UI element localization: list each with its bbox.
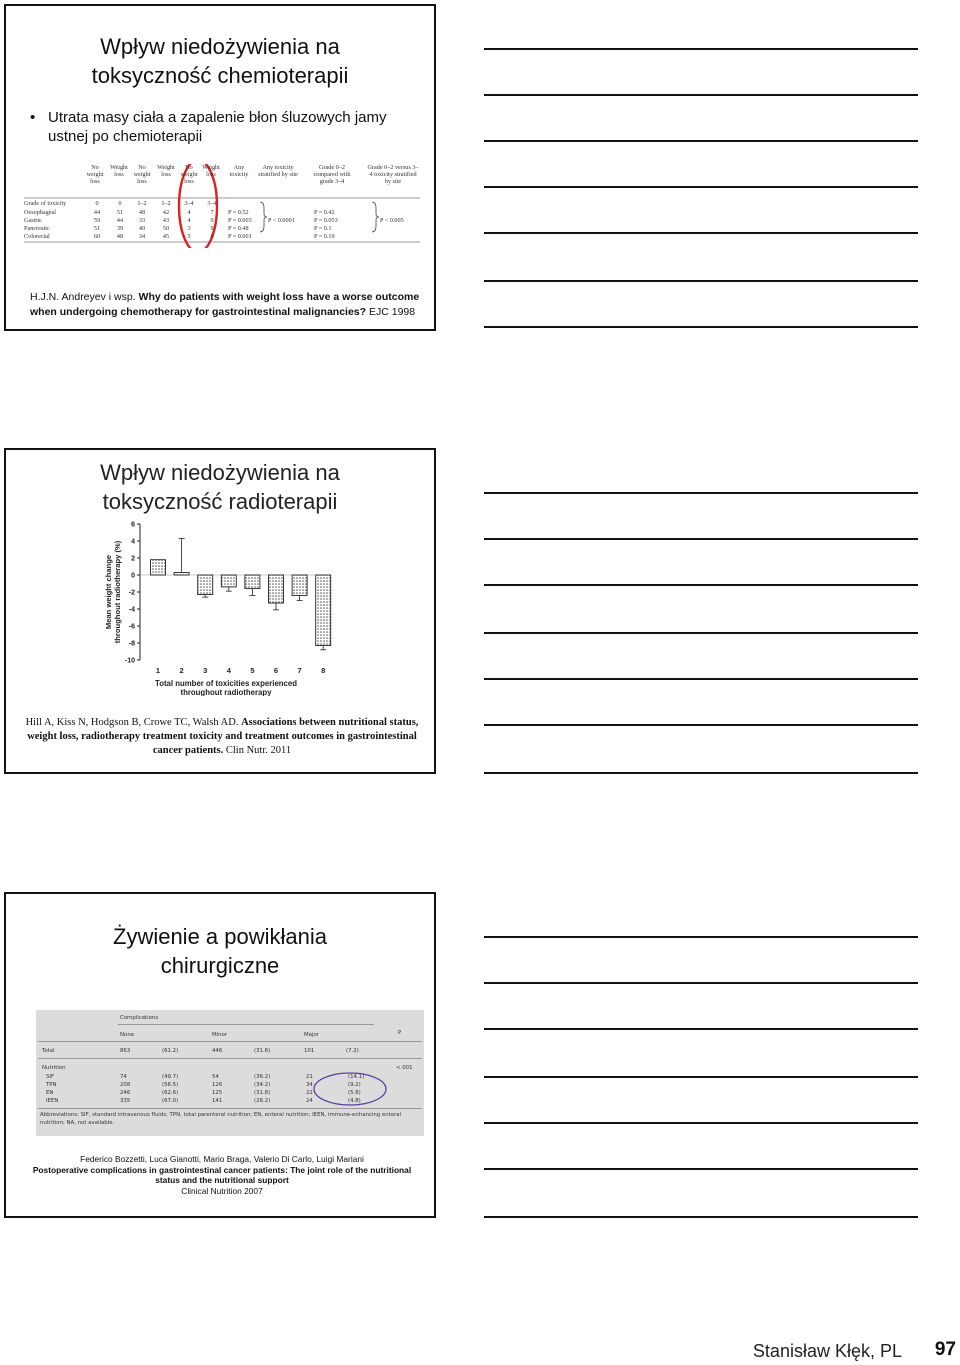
table-cell: 34 bbox=[306, 1082, 313, 1088]
note-line bbox=[484, 140, 918, 142]
table-header: Weight loss bbox=[157, 164, 175, 178]
p-value: P = 0.42 bbox=[314, 209, 335, 216]
note-line bbox=[484, 492, 918, 494]
table-cell: 246 bbox=[120, 1090, 131, 1096]
table-caption: Complications bbox=[120, 1015, 159, 1021]
row-label: EN bbox=[46, 1090, 54, 1096]
table-header: Grade 0–2 versus 3–4 toxicity stratified by site bbox=[367, 164, 419, 185]
table-cell: 21 bbox=[306, 1074, 313, 1080]
citation-authors: H.J.N. Andreyev i wsp. bbox=[30, 291, 139, 303]
table-cell: 3 bbox=[187, 225, 191, 232]
note-line bbox=[484, 1168, 918, 1170]
table-row bbox=[24, 225, 420, 233]
row-label: Colorectal bbox=[24, 233, 50, 240]
row-label: Pancreatic bbox=[24, 225, 50, 232]
p-value: P = 0.003 bbox=[228, 217, 252, 224]
table-cell: 9 bbox=[210, 225, 214, 232]
table-cell: 3–4 bbox=[207, 200, 217, 207]
table-header: No weight loss bbox=[180, 164, 198, 185]
title-line: Żywienie a powikłania bbox=[113, 924, 327, 949]
bar bbox=[198, 575, 213, 595]
table-row bbox=[24, 233, 420, 241]
table-cell: (34.2) bbox=[254, 1082, 271, 1088]
x-tick-label: 2 bbox=[179, 666, 184, 675]
x-tick-label: 8 bbox=[321, 666, 326, 675]
toxicity-table bbox=[24, 164, 420, 248]
table-cell: 42 bbox=[162, 209, 170, 216]
y-tick-label: 0 bbox=[131, 572, 135, 580]
y-tick-label: 2 bbox=[131, 555, 135, 563]
row-label: Grade of toxicity bbox=[24, 200, 67, 207]
table-cell: 50 bbox=[162, 225, 170, 232]
table-header: No weight loss bbox=[86, 164, 104, 185]
bar bbox=[221, 575, 236, 587]
table-row bbox=[24, 209, 420, 217]
note-line bbox=[484, 982, 918, 984]
x-tick-label: 7 bbox=[297, 666, 302, 675]
table-cell: 0 bbox=[118, 200, 122, 207]
table-footnote: nutrition; NA, not available. bbox=[40, 1120, 115, 1126]
table-cell: 101 bbox=[304, 1048, 315, 1054]
table-header: Any toxicity stratified by site bbox=[258, 164, 298, 178]
table-cell: 48 bbox=[138, 209, 146, 216]
table-cell: (28.2) bbox=[254, 1098, 271, 1104]
citation-journal: Clinical Nutrition 2007 bbox=[181, 1185, 263, 1196]
table-cell: (56.5) bbox=[162, 1082, 179, 1088]
highlight-circle bbox=[314, 1073, 386, 1105]
bullet-point bbox=[30, 108, 420, 146]
table-header: Any toxicity bbox=[229, 164, 249, 178]
table-cell: 4 bbox=[187, 217, 191, 224]
p-value: P = 0.48 bbox=[228, 225, 249, 232]
bar bbox=[151, 560, 166, 575]
citation-authors: Federico Bozzetti, Luca Gianotti, Mario Braga, Valerio Di Carlo, Luigi Mariani bbox=[80, 1154, 364, 1164]
x-axis-label: Total number of toxicities experienced bbox=[155, 679, 297, 688]
row-label: Oesophageal bbox=[24, 209, 56, 216]
x-axis-label: throughout radiotherapy bbox=[180, 688, 272, 696]
table-cell: 335 bbox=[120, 1098, 131, 1104]
citation-title: Postoperative complications in gastrointestinal cancer patients: The joint role of the nutritional status and the nutritional support bbox=[32, 1164, 412, 1185]
y-tick-label: -8 bbox=[128, 640, 135, 648]
note-line bbox=[484, 678, 918, 680]
bullet-icon: • bbox=[30, 109, 36, 126]
table-cell: 3–4 bbox=[184, 200, 194, 207]
note-line bbox=[484, 326, 918, 328]
table-header: Weight loss bbox=[110, 164, 128, 178]
citation-title: Associations between nutritional status, weight loss, radiotherapy treatment toxicity and treatment outcomes in gastrointestinal cancer patients. bbox=[27, 717, 419, 756]
p-value: P < 0.005 bbox=[380, 217, 404, 224]
table-cell: 51 bbox=[116, 209, 124, 216]
table-cell: (62.6) bbox=[162, 1090, 179, 1096]
table-header: No weight loss bbox=[133, 164, 151, 185]
bar bbox=[269, 575, 284, 603]
table-cell: 60 bbox=[93, 233, 101, 240]
y-tick-label: -6 bbox=[128, 623, 135, 631]
table-cell: 39 bbox=[116, 225, 124, 232]
note-line bbox=[484, 280, 918, 282]
table-cell: (31.8) bbox=[254, 1090, 271, 1096]
table-cell: 34 bbox=[138, 233, 146, 240]
slide-chemotherapy bbox=[4, 4, 436, 331]
p-value: P = 0.001 bbox=[228, 233, 252, 240]
citation-title: Why do patients with weight loss have a worse outcome when undergoing chemotherapy for gastrointestinal malignancies? bbox=[30, 291, 420, 318]
table-cell: 33 bbox=[138, 217, 146, 224]
title-line: toksyczność chemioterapii bbox=[91, 63, 349, 88]
bar bbox=[174, 572, 189, 575]
note-line bbox=[484, 48, 918, 50]
bar bbox=[245, 575, 260, 589]
table-cell: 0 bbox=[95, 200, 99, 207]
p-value: P = 0.52 bbox=[228, 209, 249, 216]
table-cell: (4.8) bbox=[348, 1098, 361, 1104]
table-cell: (7.2) bbox=[346, 1048, 359, 1054]
bar-chart bbox=[98, 520, 348, 696]
complications-table bbox=[36, 1010, 424, 1136]
citation bbox=[22, 1154, 422, 1196]
table-cell: 74 bbox=[120, 1074, 127, 1080]
citation-journal: EJC 1998 bbox=[366, 306, 416, 318]
table-cell: 22 bbox=[306, 1090, 313, 1096]
y-axis-label: Mean weight change bbox=[104, 554, 113, 630]
table-cell: 44 bbox=[116, 217, 124, 224]
citation bbox=[22, 716, 422, 758]
table-cell: 1–2 bbox=[161, 200, 171, 207]
citation bbox=[30, 290, 420, 320]
note-line bbox=[484, 724, 918, 726]
bullet-text: Utrata masy ciała a zapalenie błon śluzowych jamy ustnej po chemioterapii bbox=[48, 109, 387, 145]
row-label: SIF bbox=[46, 1074, 55, 1080]
table-cell: 54 bbox=[212, 1074, 219, 1080]
bar bbox=[316, 575, 331, 646]
p-value: <.001 bbox=[396, 1065, 413, 1071]
title-line: Wpływ niedożywienia na bbox=[100, 34, 340, 59]
slide-title bbox=[6, 32, 434, 90]
note-line bbox=[484, 632, 918, 634]
table-header: P bbox=[398, 1030, 402, 1036]
table-cell: (31.6) bbox=[254, 1048, 271, 1054]
y-tick-label: -10 bbox=[124, 657, 135, 665]
table-cell: 4 bbox=[187, 209, 191, 216]
y-tick-label: -4 bbox=[128, 606, 135, 614]
table-cell: 126 bbox=[212, 1082, 223, 1088]
table-header: Major bbox=[304, 1032, 319, 1038]
slide-title bbox=[6, 458, 434, 516]
table-cell: (5.6) bbox=[348, 1090, 361, 1096]
note-line bbox=[484, 1122, 918, 1124]
slide-surgery bbox=[4, 892, 436, 1218]
slide-radiotherapy bbox=[4, 448, 436, 774]
table-footnote: Abbreviations: SIF, standard intravenous fluids; TPN, total parenteral nutrition; EN, enteral nutrition; IEEN, immune-enhancing enteral bbox=[40, 1112, 402, 1118]
table-row bbox=[24, 200, 420, 208]
table-cell: 9 bbox=[210, 217, 214, 224]
table-cell: 43 bbox=[162, 217, 170, 224]
table-row bbox=[24, 217, 420, 225]
citation-journal: Clin Nutr. 2011 bbox=[223, 745, 292, 756]
p-value: P = 0.053 bbox=[314, 217, 338, 224]
x-tick-label: 3 bbox=[203, 666, 208, 675]
y-tick-label: 4 bbox=[131, 538, 135, 546]
x-tick-label: 4 bbox=[226, 666, 231, 675]
row-label: Total bbox=[42, 1048, 55, 1054]
section-label: Nutrition bbox=[42, 1065, 66, 1071]
table-header: Grade 0–2 compared with grade 3–4 bbox=[313, 164, 351, 185]
note-line bbox=[484, 936, 918, 938]
table-cell: 40 bbox=[138, 225, 146, 232]
bar bbox=[292, 575, 307, 595]
table-header: Weight loss bbox=[202, 164, 220, 178]
table-overlay bbox=[36, 1010, 424, 1136]
footer-author: Stanisław Kłęk, PL bbox=[752, 1341, 902, 1361]
table-cell: 7 bbox=[210, 209, 214, 216]
note-line bbox=[484, 1216, 918, 1218]
citation-authors: Hill A, Kiss N, Hodgson B, Crowe TC, Walsh AD. bbox=[25, 717, 242, 728]
table-cell: 125 bbox=[212, 1090, 223, 1096]
table-cell: 863 bbox=[120, 1048, 131, 1054]
note-line bbox=[484, 232, 918, 234]
table-cell: (36.2) bbox=[254, 1074, 271, 1080]
table-cell: 141 bbox=[212, 1098, 223, 1104]
y-axis-label: throughout radiotherapy (%) bbox=[113, 540, 122, 644]
note-line bbox=[484, 538, 918, 540]
table-header: None bbox=[120, 1032, 135, 1038]
slide-title bbox=[6, 922, 434, 980]
table-cell: (61.2) bbox=[162, 1048, 179, 1054]
p-value: P = 0.19 bbox=[314, 233, 335, 240]
note-line bbox=[484, 186, 918, 188]
note-line bbox=[484, 1028, 918, 1030]
note-line bbox=[484, 772, 918, 774]
table-cell: 6 bbox=[210, 233, 214, 240]
table-cell: (14.1) bbox=[348, 1074, 365, 1080]
row-label: TPN bbox=[46, 1082, 57, 1088]
y-tick-label: -2 bbox=[128, 589, 135, 597]
table-cell: 44 bbox=[93, 209, 101, 216]
table-cell: 45 bbox=[162, 233, 170, 240]
title-line: toksyczność radioterapii bbox=[102, 489, 338, 514]
note-line bbox=[484, 584, 918, 586]
p-value: P < 0.0001 bbox=[268, 217, 295, 224]
table-cell: (49.7) bbox=[162, 1074, 179, 1080]
table-cell: 446 bbox=[212, 1048, 223, 1054]
note-line bbox=[484, 1076, 918, 1078]
x-tick-label: 1 bbox=[155, 666, 161, 675]
table-cell: 24 bbox=[306, 1098, 313, 1104]
x-tick-label: 5 bbox=[250, 666, 255, 675]
title-line: chirurgiczne bbox=[160, 953, 280, 978]
x-tick-label: 6 bbox=[273, 666, 279, 675]
page-number: 97 bbox=[934, 1339, 956, 1360]
table-cell: 51 bbox=[93, 225, 101, 232]
weight-change-chart bbox=[98, 520, 348, 696]
row-label: Gastric bbox=[24, 217, 42, 224]
table-cell: (67.0) bbox=[162, 1098, 179, 1104]
table-cell: 1–2 bbox=[137, 200, 147, 207]
p-value: P = 0.1 bbox=[314, 225, 332, 232]
table-cell: 5 bbox=[187, 233, 191, 240]
table-header: Minor bbox=[212, 1032, 228, 1038]
table-cell: 48 bbox=[116, 233, 124, 240]
table-cell: 208 bbox=[120, 1082, 131, 1088]
y-tick-label: 6 bbox=[131, 521, 135, 529]
title-line: Wpływ niedożywienia na bbox=[100, 460, 340, 485]
table-cell: 59 bbox=[93, 217, 101, 224]
table-cell: (9.2) bbox=[348, 1082, 361, 1088]
note-line bbox=[484, 94, 918, 96]
row-label: IEEN bbox=[46, 1098, 59, 1104]
